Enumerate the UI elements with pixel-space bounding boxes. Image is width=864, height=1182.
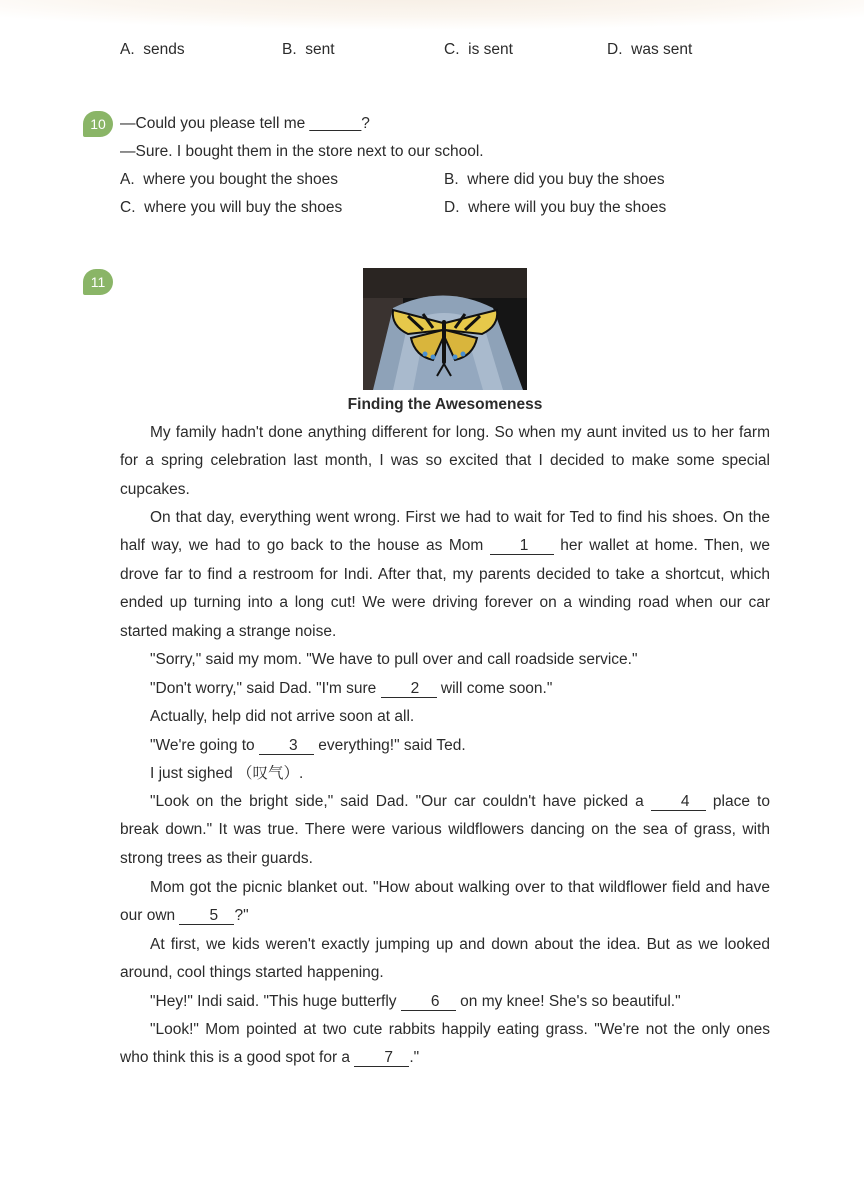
passage-paragraph: "Sorry," said my mom. "We have to pull over and call roadside service." (150, 651, 638, 668)
q10-prompt-line1: —Could you please tell me ______? (120, 115, 370, 132)
question-number-badge: 10 (83, 111, 113, 137)
question-number-badge: 11 (83, 269, 113, 295)
cloze-blank-2[interactable]: 2 (381, 680, 437, 698)
cloze-blank-4[interactable]: 4 (651, 793, 706, 811)
passage-paragraph: "Don't worry," said Dad. "I'm sure 2 will come soon." (150, 680, 553, 697)
q10-prompt-line2: —Sure. I bought them in the store next to our school. (120, 143, 484, 160)
passage-title: Finding the Awesomeness (347, 396, 543, 413)
passage-paragraph: Mom got the picnic blanket out. "How about walking over to that wildflower field and have our own 5 ?" (120, 879, 770, 925)
q10-option-c[interactable]: C. where you will buy the shoes (120, 199, 343, 216)
passage-paragraph: "Hey!" Indi said. "This huge butterfly 6 on my knee! She's so beautiful." (150, 993, 681, 1010)
passage-paragraph: "Look on the bright side," said Dad. "Our car couldn't have picked a 4 place to break down." It was true. There were various wildflowers dancing on the sea of grass, with strong trees as their guards. (120, 793, 770, 867)
passage-paragraph: My family hadn't done anything different for long. So when my aunt invited us to her farm for a spring celebration last month, I was so excited that I decided to make some special cupcakes. (120, 424, 770, 498)
cloze-blank-3[interactable]: 3 (259, 737, 314, 755)
q10-option-a[interactable]: A. where you bought the shoes (120, 171, 339, 188)
page-header-band (0, 0, 864, 30)
butterfly-photo (363, 268, 527, 390)
passage-paragraph: "We're going to 3 everything!" said Ted. (150, 737, 466, 754)
cloze-blank-7[interactable]: 7 (354, 1049, 409, 1067)
q10-option-b[interactable]: B. where did you buy the shoes (444, 171, 665, 188)
q9-option-b[interactable]: B. sent (282, 41, 335, 58)
passage-paragraph: Actually, help did not arrive soon at all. (150, 708, 415, 725)
passage-paragraph: At first, we kids weren't exactly jumping up and down about the idea. But as we looked around, cool things started happening. (120, 936, 770, 982)
passage-paragraph: I just sighed （叹气）. (150, 765, 304, 782)
passage-paragraph: On that day, everything went wrong. First we had to wait for Ted to find his shoes. On the half way, we had to go back to the house as Mom 1 her wallet at home. Then, we drove far to find a restroom for Indi. After that, my parents decided to take a shortcut, which ended up turning into a long cut! We were driving forever on a winding road when our car started making a strange noise. (120, 509, 770, 640)
cloze-blank-5[interactable]: 5 (179, 907, 234, 925)
q9-option-c[interactable]: C. is sent (444, 41, 513, 58)
cloze-blank-1[interactable]: 1 (490, 537, 554, 555)
q9-option-a[interactable]: A. sends (120, 41, 185, 58)
q10-option-d[interactable]: D. where will you buy the shoes (444, 199, 667, 216)
cloze-blank-6[interactable]: 6 (401, 993, 456, 1011)
passage-paragraph: "Look!" Mom pointed at two cute rabbits happily eating grass. "We're not the only ones who think this is a good spot for a 7 ." (120, 1021, 770, 1067)
q9-option-d[interactable]: D. was sent (607, 41, 693, 58)
